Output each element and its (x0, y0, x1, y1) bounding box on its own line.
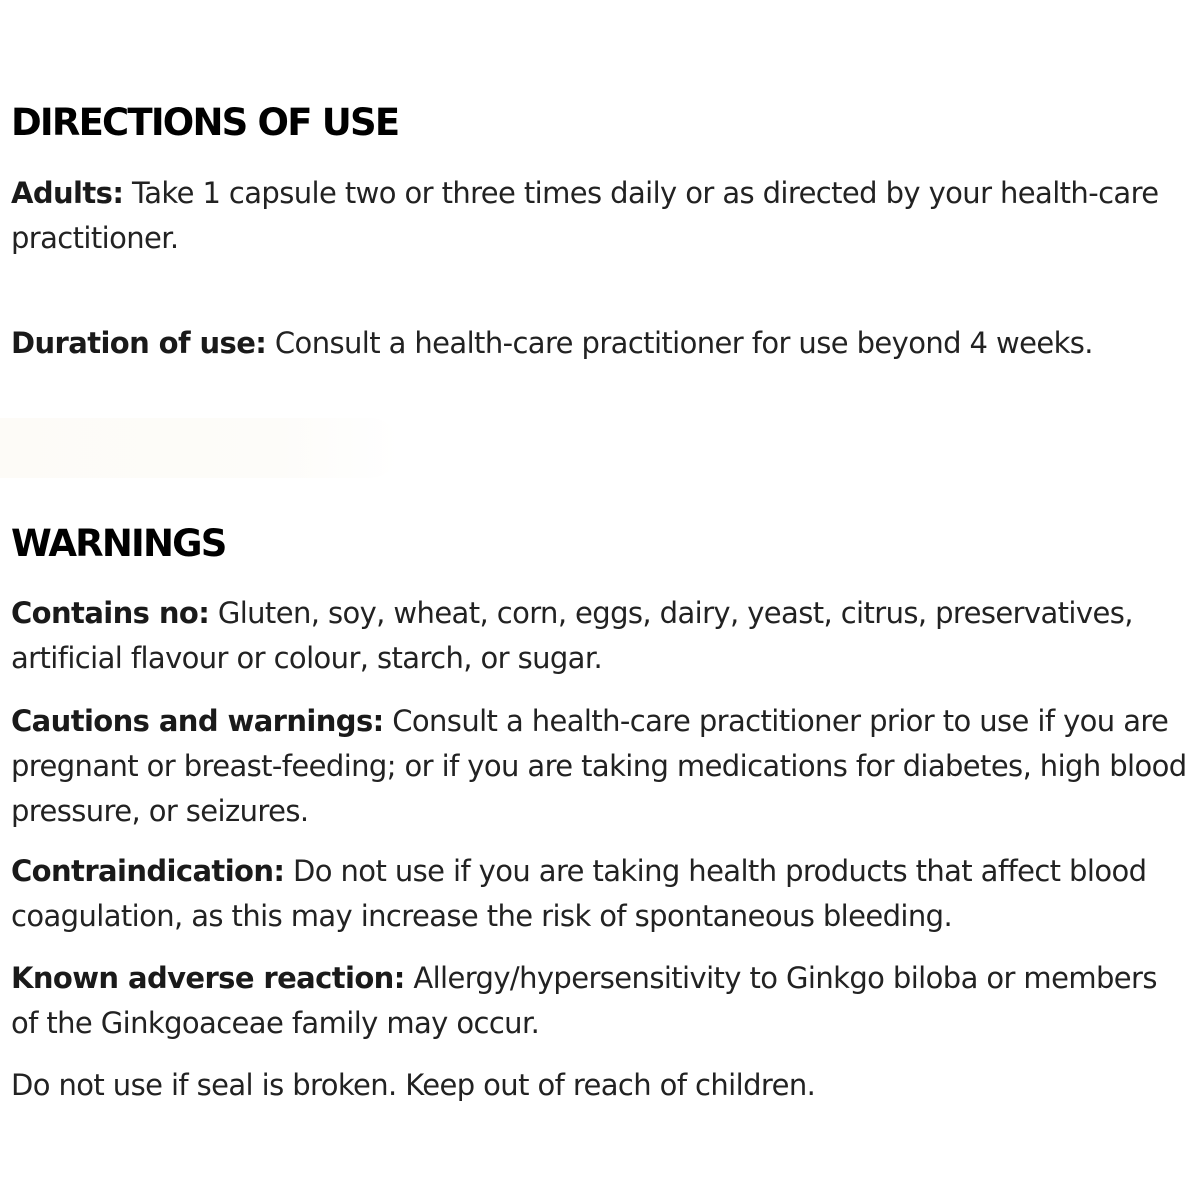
adults-paragraph (11, 171, 1191, 261)
duration-label: Duration of use: (11, 326, 267, 360)
warnings-heading: WARNINGS (11, 522, 226, 565)
duration-paragraph (11, 321, 1191, 366)
adverse-reaction-label: Known adverse reaction: (11, 961, 405, 995)
section-divider (0, 418, 400, 478)
adverse-reaction-paragraph (11, 956, 1191, 1046)
contraindication-label: Contraindication: (11, 854, 285, 888)
contains-no-label: Contains no: (11, 596, 210, 630)
adults-text: Take 1 capsule two or three times daily or as directed by your health-care practitioner. (11, 176, 1159, 255)
cautions-text: Consult a health-care practitioner prior to use if you are pregnant or breast-feeding; or if you are taking medications for diabetes, high blood pressure, or seizures. (11, 704, 1187, 828)
directions-heading: DIRECTIONS OF USE (11, 101, 399, 144)
seal-notice: Do not use if seal is broken. Keep out of reach of children. (11, 1068, 816, 1102)
cautions-paragraph (11, 699, 1191, 834)
adults-label: Adults: (11, 176, 124, 210)
contraindication-text: Do not use if you are taking health products that affect blood coagulation, as this may increase the risk of spontaneous bleeding. (11, 854, 1147, 933)
contraindication-paragraph (11, 849, 1191, 939)
cautions-label: Cautions and warnings: (11, 704, 384, 738)
adverse-reaction-text: Allergy/hypersensitivity to Ginkgo biloba or members of the Ginkgoaceae family may occur. (11, 961, 1157, 1040)
duration-text: Consult a health-care practitioner for use beyond 4 weeks. (274, 326, 1093, 360)
contains-no-text: Gluten, soy, wheat, corn, eggs, dairy, yeast, citrus, preservatives, artificial flavour or colour, starch, or sugar. (11, 596, 1133, 675)
contains-no-paragraph (11, 591, 1191, 681)
